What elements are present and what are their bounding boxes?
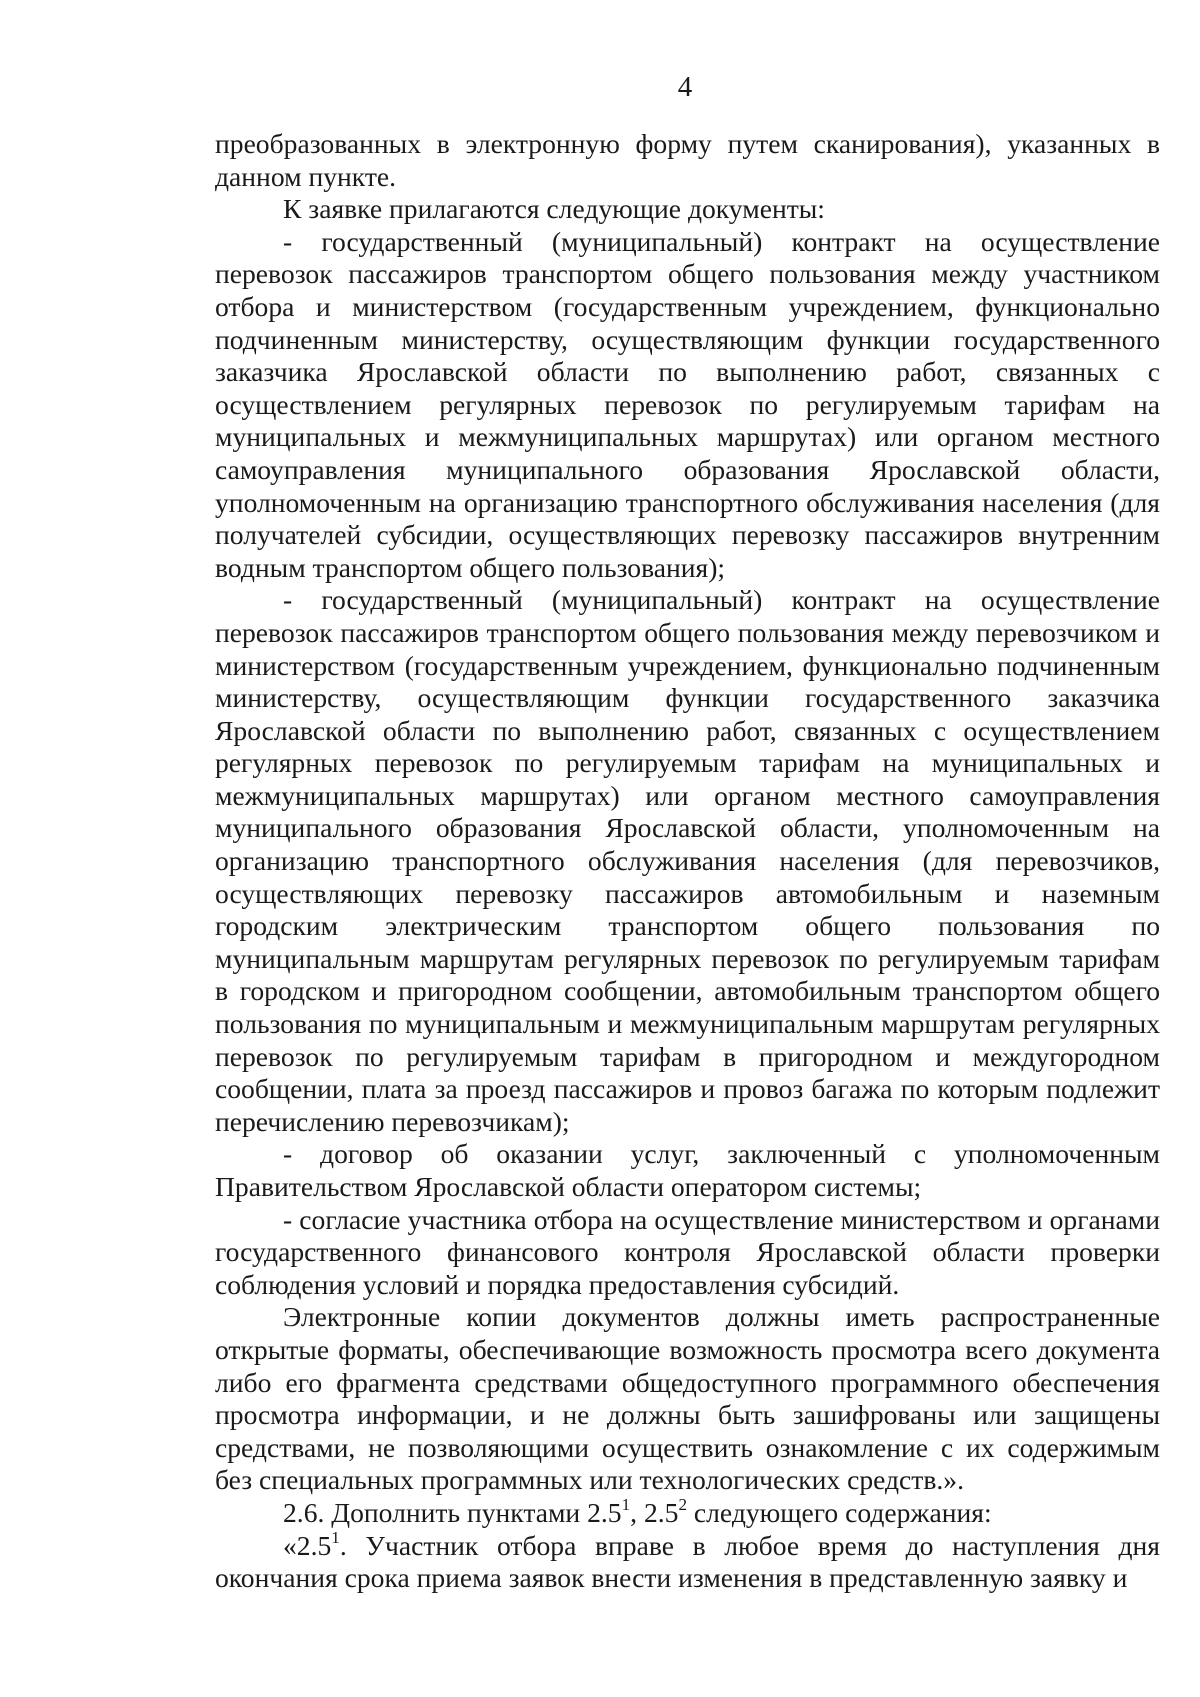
item-2-5-1-prefix: «2.5 bbox=[283, 1529, 332, 1561]
page-number: 4 bbox=[677, 71, 693, 103]
item-2-5-1-sup: 1 bbox=[331, 1527, 340, 1547]
item-2-6-prefix: 2.6. Дополнить пунктами 2.5 bbox=[283, 1496, 622, 1528]
paragraph-item-2-5-1 bbox=[215, 1527, 1160, 1595]
document-body bbox=[215, 128, 1160, 1595]
paragraph-item-2-6 bbox=[215, 1497, 1160, 1530]
item-2-6-middle: , 2.5 bbox=[630, 1496, 679, 1528]
paragraph-documents-intro: К заявке прилагаются следующие документы: bbox=[283, 193, 825, 225]
item-2-5-1-text: . Участник отбора вправе в любое время до наступления дня окончания срока приема заявок внести изменения в представленную заявку и bbox=[215, 1529, 1160, 1594]
list-item-consent: - согласие участника отбора на осуществление министерством и органами государственного финансового контроля Ярославской области проверки соблюдения условий и порядка предоставления субсидий. bbox=[215, 1203, 1160, 1300]
item-2-6-sup1: 1 bbox=[621, 1495, 631, 1515]
item-2-6-suffix: следующего содержания: bbox=[687, 1496, 992, 1528]
list-item-contract-carrier: - государственный (муниципальный) контракт на осуществление перевозок пассажиров транспортом общего пользования между перевозчиком и министерством (государственным учреждением, функционально подчиненным министерству, осуществляющим функции государственного заказчика Ярославской области по выполнению работ, связанных с осуществлением регулярных перевозок по регулируемым тарифам на муниципальных и межмуниципальных маршрутах) или органом местного самоуправления муниципального образования Ярославской области, уполномоченным на организацию транспортного обслуживания населения (для перевозчиков, осуществляющих перевозку пассажиров автомобильным и наземным городским электрическим транспортом общего пользования по муниципальным маршрутам регулярных перевозок по регулируемым тарифам в городском и пригородном сообщении, автомобильным транспортом общего пользования по муниципальным и межмуниципальным маршрутам регулярных перевозок по регулируемым тарифам в пригородном и междугородном сообщении, плата за проезд пассажиров и провоз багажа по которым подлежит перечислению перевозчикам); bbox=[215, 584, 1160, 1137]
item-2-6-sup2: 2 bbox=[678, 1495, 688, 1515]
paragraph-electronic-copies: Электронные копии документов должны иметь распространенные открытые форматы, обеспечивающие возможность просмотра всего документа либо его фрагмента средствами общедоступного программного обеспечения просмотра информации, и не должны быть зашифрованы или защищены средствами, не позволяющими осуществить ознакомление с их содержимым без специальных программных или технологических средств.». bbox=[215, 1301, 1160, 1496]
list-item-service-agreement: - договор об оказании услуг, заключенный с уполномоченным Правительством Ярославской области оператором системы; bbox=[215, 1138, 1160, 1202]
paragraph-continuation: преобразованных в электронную форму путем сканирования), указанных в данном пункте. bbox=[215, 128, 1160, 192]
list-item-contract-water: - государственный (муниципальный) контракт на осуществление перевозок пассажиров транспортом общего пользования между участником отбора и министерством (государственным учреждением, функционально подчиненным министерству, осуществляющим функции государственного заказчика Ярославской области по выполнению работ, связанных с осуществлением регулярных перевозок по регулируемым тарифам на муниципальных и межмуниципальных маршрутах) или органом местного самоуправления муниципального образования Ярославской области, уполномоченным на организацию транспортного обслуживания населения (для получателей субсидии, осуществляющих перевозку пассажиров внутренним водным транспортом общего пользования); bbox=[215, 225, 1160, 583]
